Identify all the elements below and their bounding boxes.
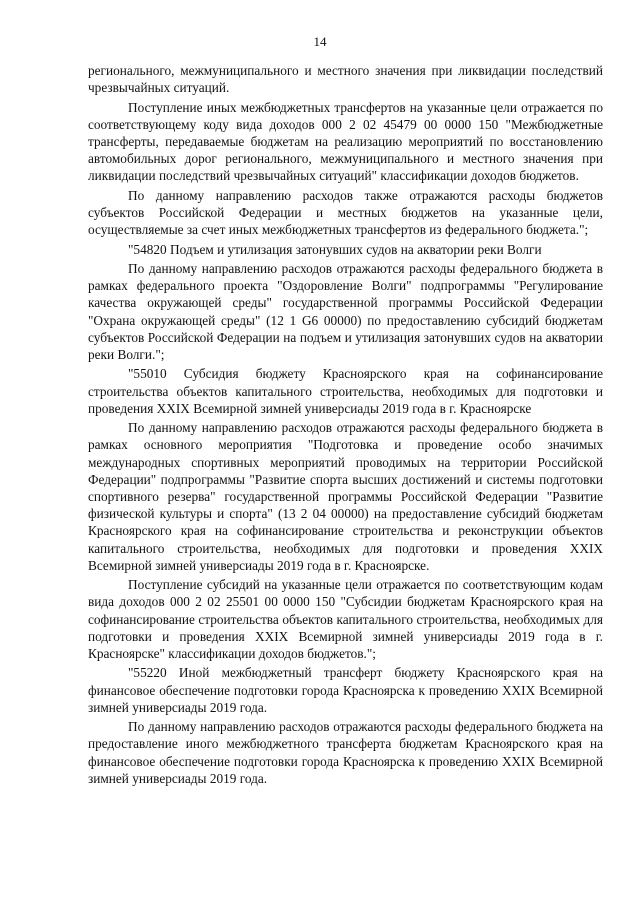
- paragraph: Поступление иных межбюджетных трансфертов на указанные цели отражается по соответствующему коду вида доходов 000 2 02 45479 00 0000 150 "Межбюджетные трансферты, передаваемые бюджетам на реализацию мероприятий по восстановлению автомобильных дорог регионального, межмуниципального и местного значения при ликвидации последствий чрезвычайных ситуаций" классификации доходов бюджетов.: [88, 99, 603, 184]
- paragraph: По данному направлению расходов также отражаются расходы бюджетов субъектов Российской Федерации и местных бюджетов на указанные цели, осуществляемые за счет иных межбюджетных трансфертов из федерального бюджета.";: [88, 187, 603, 238]
- paragraph: По данному направлению расходов отражаются расходы федерального бюджета в рамках основного мероприятия "Подготовка и проведение особо значимых международных спортивных мероприятий проводимых на территории Российской Федерации" подпрограммы "Развитие спорта высших достижений и системы подготовки спортивного резерва" государственной программы Российской Федерации "Развитие физической культуры и спорта" (13 2 04 00000) на предоставление субсидий бюджетам Красноярского края на софинансирование строительства и реконструкции объектов капитального строительства, необходимых для подготовки и проведения XXIX Всемирной зимней универсиады 2019 года в г. Красноярске.: [88, 420, 603, 573]
- page-number: 14: [313, 34, 327, 49]
- paragraph: Поступление субсидий на указанные цели отражается по соответствующим кодам вида доходов 000 2 02 25501 00 0000 150 "Субсидии бюджетам Красноярского края на софинансирование строительства объектов капитального строительства, необходимых для подготовки и проведения XXIX Всемирной зимней универсиады 2019 года в г. Красноярске" классификации доходов бюджетов.";: [88, 577, 603, 662]
- paragraph: По данному направлению расходов отражаются расходы федерального бюджета в рамках федерального проекта "Оздоровление Волги" подпрограммы "Регулирование качества окружающей среды" государственной программы Российской Федерации "Охрана окружающей среды" (12 1 G6 00000) по предоставлению субсидий бюджетам субъектов Российской Федерации на подъем и утилизация затонувших судов на акватории реки Волги.";: [88, 260, 603, 362]
- paragraph: По данному направлению расходов отражаются расходы федерального бюджета на предоставление иного межбюджетного трансферта бюджетам Красноярского края на финансовое обеспечение подготовки города Красноярска к проведению XXIX Всемирной зимней универсиады 2019 года.: [88, 719, 603, 786]
- document-body: [88, 62, 603, 787]
- paragraph: "55220 Иной межбюджетный трансферт бюджету Красноярского края на финансовое обеспечение подготовки города Красноярска к проведению XXIX Всемирной зимней универсиады 2019 года.: [88, 665, 603, 715]
- paragraph: "55010 Субсидия бюджету Красноярского края на софинансирование строительства объектов капитального строительства, необходимых для подготовки и проведения XXIX Всемирной зимней универсиады 2019 года в г. Красноярске: [88, 366, 603, 416]
- paragraph: регионального, межмуниципального и местного значения при ликвидации последствий чрезвычайных ситуаций.: [88, 63, 603, 96]
- paragraph: "54820 Подъем и утилизация затонувших судов на акватории реки Волги: [128, 241, 542, 257]
